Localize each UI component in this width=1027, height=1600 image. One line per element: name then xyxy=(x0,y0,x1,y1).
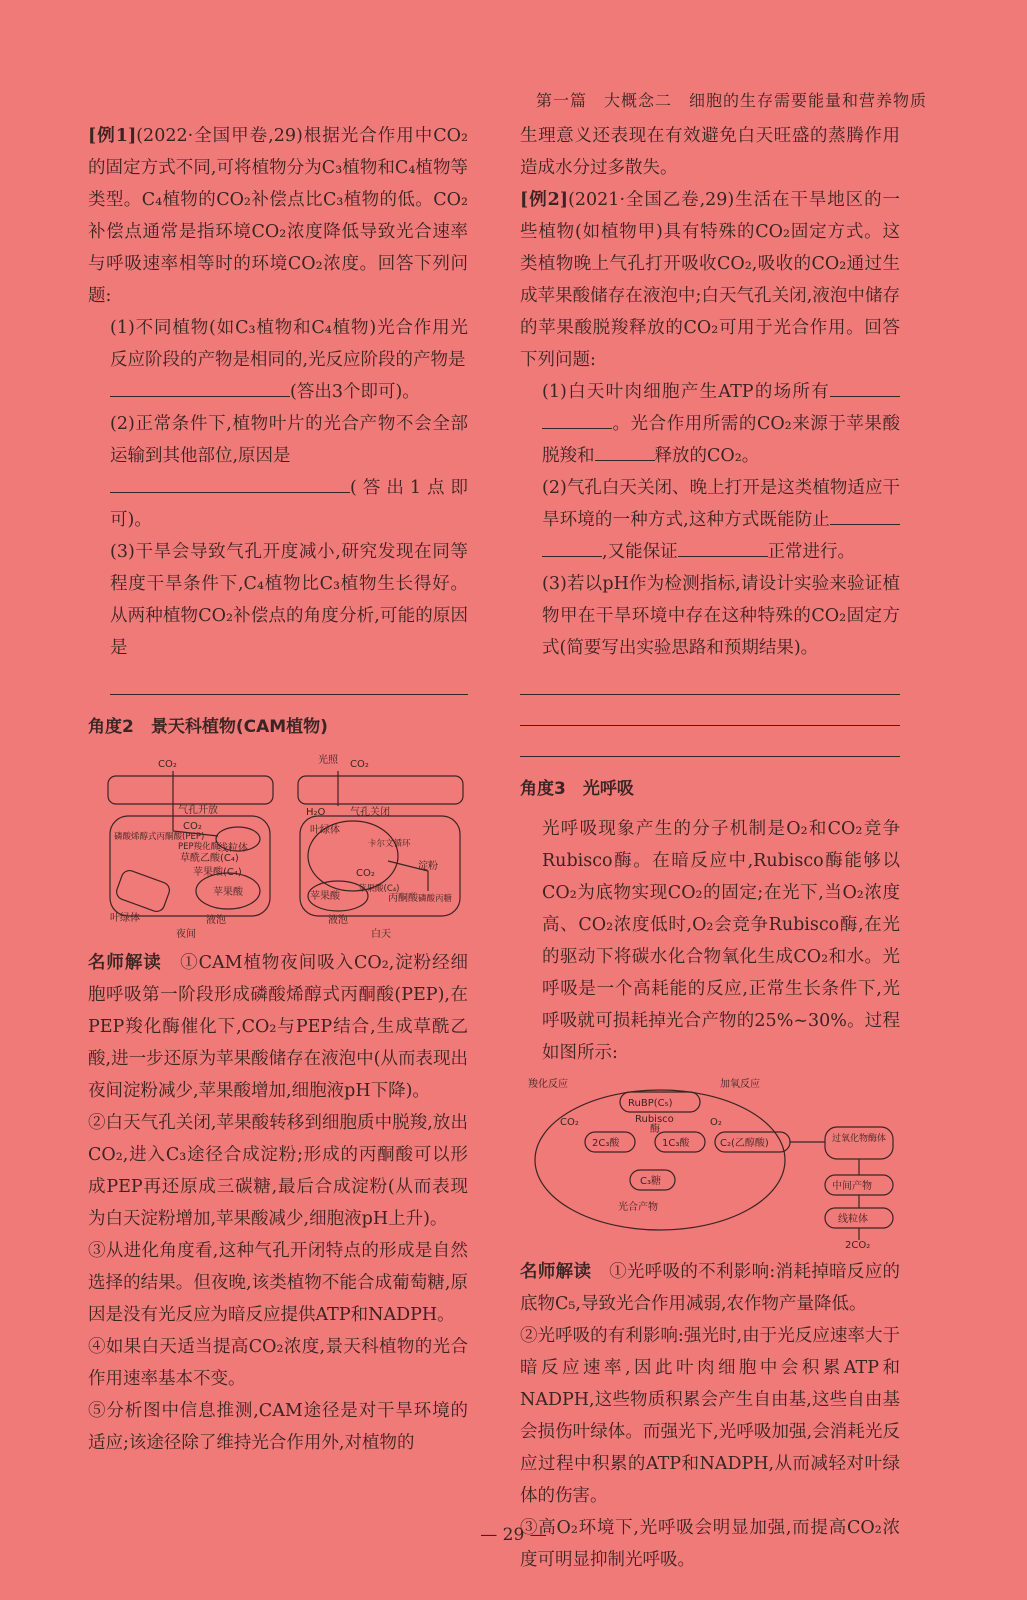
fig1-co2b: CO₂ xyxy=(183,821,202,832)
fig1-malic3: 苹果酸 xyxy=(310,891,340,902)
angle-3-heading: 角度3 光呼吸 xyxy=(520,779,634,799)
fig1-stoma-open: 气孔开放 xyxy=(178,805,218,816)
fig2-rubisco: Rubisco xyxy=(635,1114,674,1125)
fig1-malic2: 苹果酸 xyxy=(213,887,243,898)
running-header: 第一篇 大概念二 细胞的生存需要能量和营养物质 xyxy=(535,91,927,110)
fig2-c3sugar: C₃糖 xyxy=(640,1176,661,1187)
fig2-c2: C₂(乙醇酸) xyxy=(720,1138,769,1149)
fig1-oaa: 草酰乙酸(C₄) xyxy=(180,853,239,864)
fig1-pep: 磷酸烯醇式丙酮酸(PEP) xyxy=(114,832,205,842)
answer-line-1-3 xyxy=(110,664,468,695)
fig1-pyruvate: 丙酮酸 xyxy=(388,893,418,904)
fig1-vacuole: 液泡 xyxy=(206,915,226,926)
question-1-3: (3)干旱会导致气孔开度减小,研究发现在同等程度干旱条件下,C₄植物比C₃植物生长得好。从两种植物CO₂补偿点的角度分析,可能的原因是 xyxy=(110,542,468,658)
question-2-1: (1)白天叶肉细胞产生ATP的场所有。光合作用所需的CO₂来源于苹果酸脱羧和 释放的CO₂。 xyxy=(520,376,900,472)
fig1-pepc: PEP羧化酶 xyxy=(178,842,220,852)
explain-3: ③从进化角度看,这种气孔开闭特点的形成是自然选择的结果。但夜晚,该类植物不能合成葡萄糖,原因是没有光反应为暗反应提供ATP和NADPH。 xyxy=(88,1241,468,1325)
fig1-stoma-closed: 气孔关闭 xyxy=(350,807,390,818)
fig1-triose: 磷酸丙糖 xyxy=(418,894,453,904)
explain-r3: ③高O₂环境下,光呼吸会明显加强,而提高CO₂浓度可明显抑制光呼吸。 xyxy=(520,1518,900,1570)
fig2-co2: CO₂ xyxy=(560,1117,579,1128)
cam-diagram xyxy=(88,751,468,941)
fig1-day: 白天 xyxy=(371,929,391,940)
photorespiration-diagram xyxy=(520,1075,900,1250)
explain-4: ④如果白天适当提高CO₂浓度,景天科植物的光合作用速率基本不变。 xyxy=(88,1337,468,1389)
fig1-malic4: 苹果酸(C₄) xyxy=(358,884,400,894)
answer-line-1-2: (答出1点即可)。 xyxy=(88,472,468,536)
example-2: [例2](2021·全国乙卷,29)生活在干旱地区的一些植物(如植物甲)具有特殊的CO₂固定方式。这类植物晚上气孔打开吸收CO₂,吸收的CO₂通过生成苹果酸储存在液泡中;白天气孔关闭,液泡中储存的苹果酸脱羧释放的CO₂可用于光合作用。回答下列问题: xyxy=(520,190,900,370)
fig1-night: 夜间 xyxy=(176,929,196,940)
fig1-mito: 线粒体 xyxy=(218,843,248,854)
fig2-product: 光合产物 xyxy=(618,1202,658,1213)
answer-line-2-3c xyxy=(520,726,900,757)
question-1-1: (1)不同植物(如C₃植物和C₄植物)光合作用光反应阶段的产物是相同的,光反应阶段的产物是 xyxy=(110,318,468,370)
fig1-h2o: H₂O xyxy=(306,807,326,818)
fig1-calvin: 卡尔文循环 xyxy=(368,839,411,849)
explain-1: 名师解读 ①CAM植物夜间吸入CO₂,淀粉经细胞呼吸第一阶段形成磷酸烯醇式丙酮酸(PEP),在PEP羧化酶催化下,CO₂与PEP结合,生成草酰乙酸,进一步还原为苹果酸储存在液泡中(从而表现出夜间淀粉减少,苹果酸增加,细胞液pH下降)。 xyxy=(88,953,469,1101)
question-1-2: (2)正常条件下,植物叶片的光合产物不会全部运输到其他部位,原因是 xyxy=(110,414,468,466)
explain-r2: ②光呼吸的有利影响:强光时,由于光反应速率大于暗反应速率,因此叶肉细胞中会积累ATP和NADPH,这些物质积累会产生自由基,这些自由基会损伤叶绿体。而强光下,光呼吸加强,会消耗光反应过程中积累的ATP和NADPH,从而减轻对叶绿体的伤害。 xyxy=(520,1326,900,1506)
fig2-mito: 线粒体 xyxy=(838,1214,868,1225)
fig1-co2c: CO₂ xyxy=(350,759,369,770)
fig1-chloro2: 叶绿体 xyxy=(310,825,340,836)
example-1-text: (2022·全国甲卷,29)根据光合作用中CO₂的固定方式不同,可将植物分为C₃植物和C₄植物等类型。C₄植物的CO₂补偿点比C₃植物的低。CO₂补偿点通常是指环境CO₂浓度降低导致光合速率与呼吸速率相等时的环境CO₂浓度。回答下列问题: xyxy=(88,126,468,306)
fig1-co2d: CO₂ xyxy=(356,868,375,879)
fig1-chloro: 叶绿体 xyxy=(110,913,140,924)
answer-line-2-3b xyxy=(520,695,900,726)
fig2-mid: 中间产物 xyxy=(832,1181,872,1192)
fig2-oxy: 加氧反应 xyxy=(720,1079,760,1090)
answer-line-1-1: (答出3个即可)。 xyxy=(88,376,468,408)
page-number: — 29 — xyxy=(480,1525,547,1545)
explain-tag: 名师解读 xyxy=(88,953,162,973)
fig2-co2out: 2CO₂ xyxy=(845,1240,871,1250)
example-1 xyxy=(88,120,468,312)
angle-2-heading: 角度2 景天科植物(CAM植物) xyxy=(88,717,328,737)
explain-5: ⑤分析图中信息推测,CAM途径是对干旱环境的适应;该途径除了维持光合作用外,对植物的 xyxy=(88,1401,468,1453)
fig1-starch: 淀粉 xyxy=(418,861,438,872)
fig1-malic: 苹果酸(C₄) xyxy=(193,867,242,878)
fig2-c3a: 2C₃酸 xyxy=(592,1138,620,1149)
fig2-enzyme: 酶 xyxy=(650,1124,660,1135)
explain-tag-right: 名师解读 xyxy=(520,1262,592,1282)
right-column xyxy=(520,120,900,1576)
explain-r1: 名师解读 ①光呼吸的不利影响:消耗掉暗反应的底物C₅,导致光合作用减弱,农作物产量降低。 xyxy=(520,1262,901,1314)
example-1-tag: [例1] xyxy=(88,126,137,146)
day-epidermis xyxy=(298,776,463,804)
fig2-o2: O₂ xyxy=(710,1117,722,1128)
answer-line-2-3a xyxy=(520,664,900,695)
night-chloro xyxy=(114,868,171,913)
photorespiration-paragraph: 光呼吸现象产生的分子机制是O₂和CO₂竞争Rubisco酶。在暗反应中,Rubisco酶能够以CO₂为底物实现CO₂的固定;在光下,当O₂浓度高、CO₂浓度低时,O₂会竞争Rubisco酶,在光的驱动下将碳水化合物氧化生成CO₂和水。光呼吸是一个高耗能的反应,正常生长条件下,光呼吸就可损耗掉光合产物的25%~30%。过程如图所示: xyxy=(542,819,900,1063)
fig2-peroxi: 过氧化物酶体 xyxy=(832,1134,887,1144)
fig2-rubp: RuBP(C₅) xyxy=(628,1098,673,1109)
question-2-3: (3)若以pH作为检测指标,请设计实验来验证植物甲在干旱环境中存在这种特殊的CO₂固定方式(简要写出实验思路和预期结果)。 xyxy=(542,574,900,658)
question-2-2: (2)气孔白天关闭、晚上打开是这类植物适应干旱环境的一种方式,这种方式既能防止,又能保证 正常进行。 xyxy=(542,478,900,562)
fig1-light: 光照 xyxy=(318,755,338,766)
continuation: 生理意义还表现在有效避免白天旺盛的蒸腾作用造成水分过多散失。 xyxy=(520,126,900,178)
fig2-c3b: 1C₃酸 xyxy=(662,1138,690,1149)
example-2-tag: [例2] xyxy=(520,190,569,210)
left-column xyxy=(88,120,468,1459)
fig1-vacuole2: 液泡 xyxy=(328,915,348,926)
night-epidermis xyxy=(108,776,273,804)
fig1-co2: CO₂ xyxy=(158,759,177,770)
fig2-carbox: 羧化反应 xyxy=(528,1079,568,1090)
explain-2: ②白天气孔关闭,苹果酸转移到细胞质中脱羧,放出CO₂,进入C₃途径合成淀粉;形成的丙酮酸可以形成PEP再还原成三碳糖,最后合成淀粉(从而表现为白天淀粉增加,苹果酸减少,细胞液pH上升)。 xyxy=(88,1113,468,1229)
chloroplast-outline xyxy=(535,1090,785,1230)
